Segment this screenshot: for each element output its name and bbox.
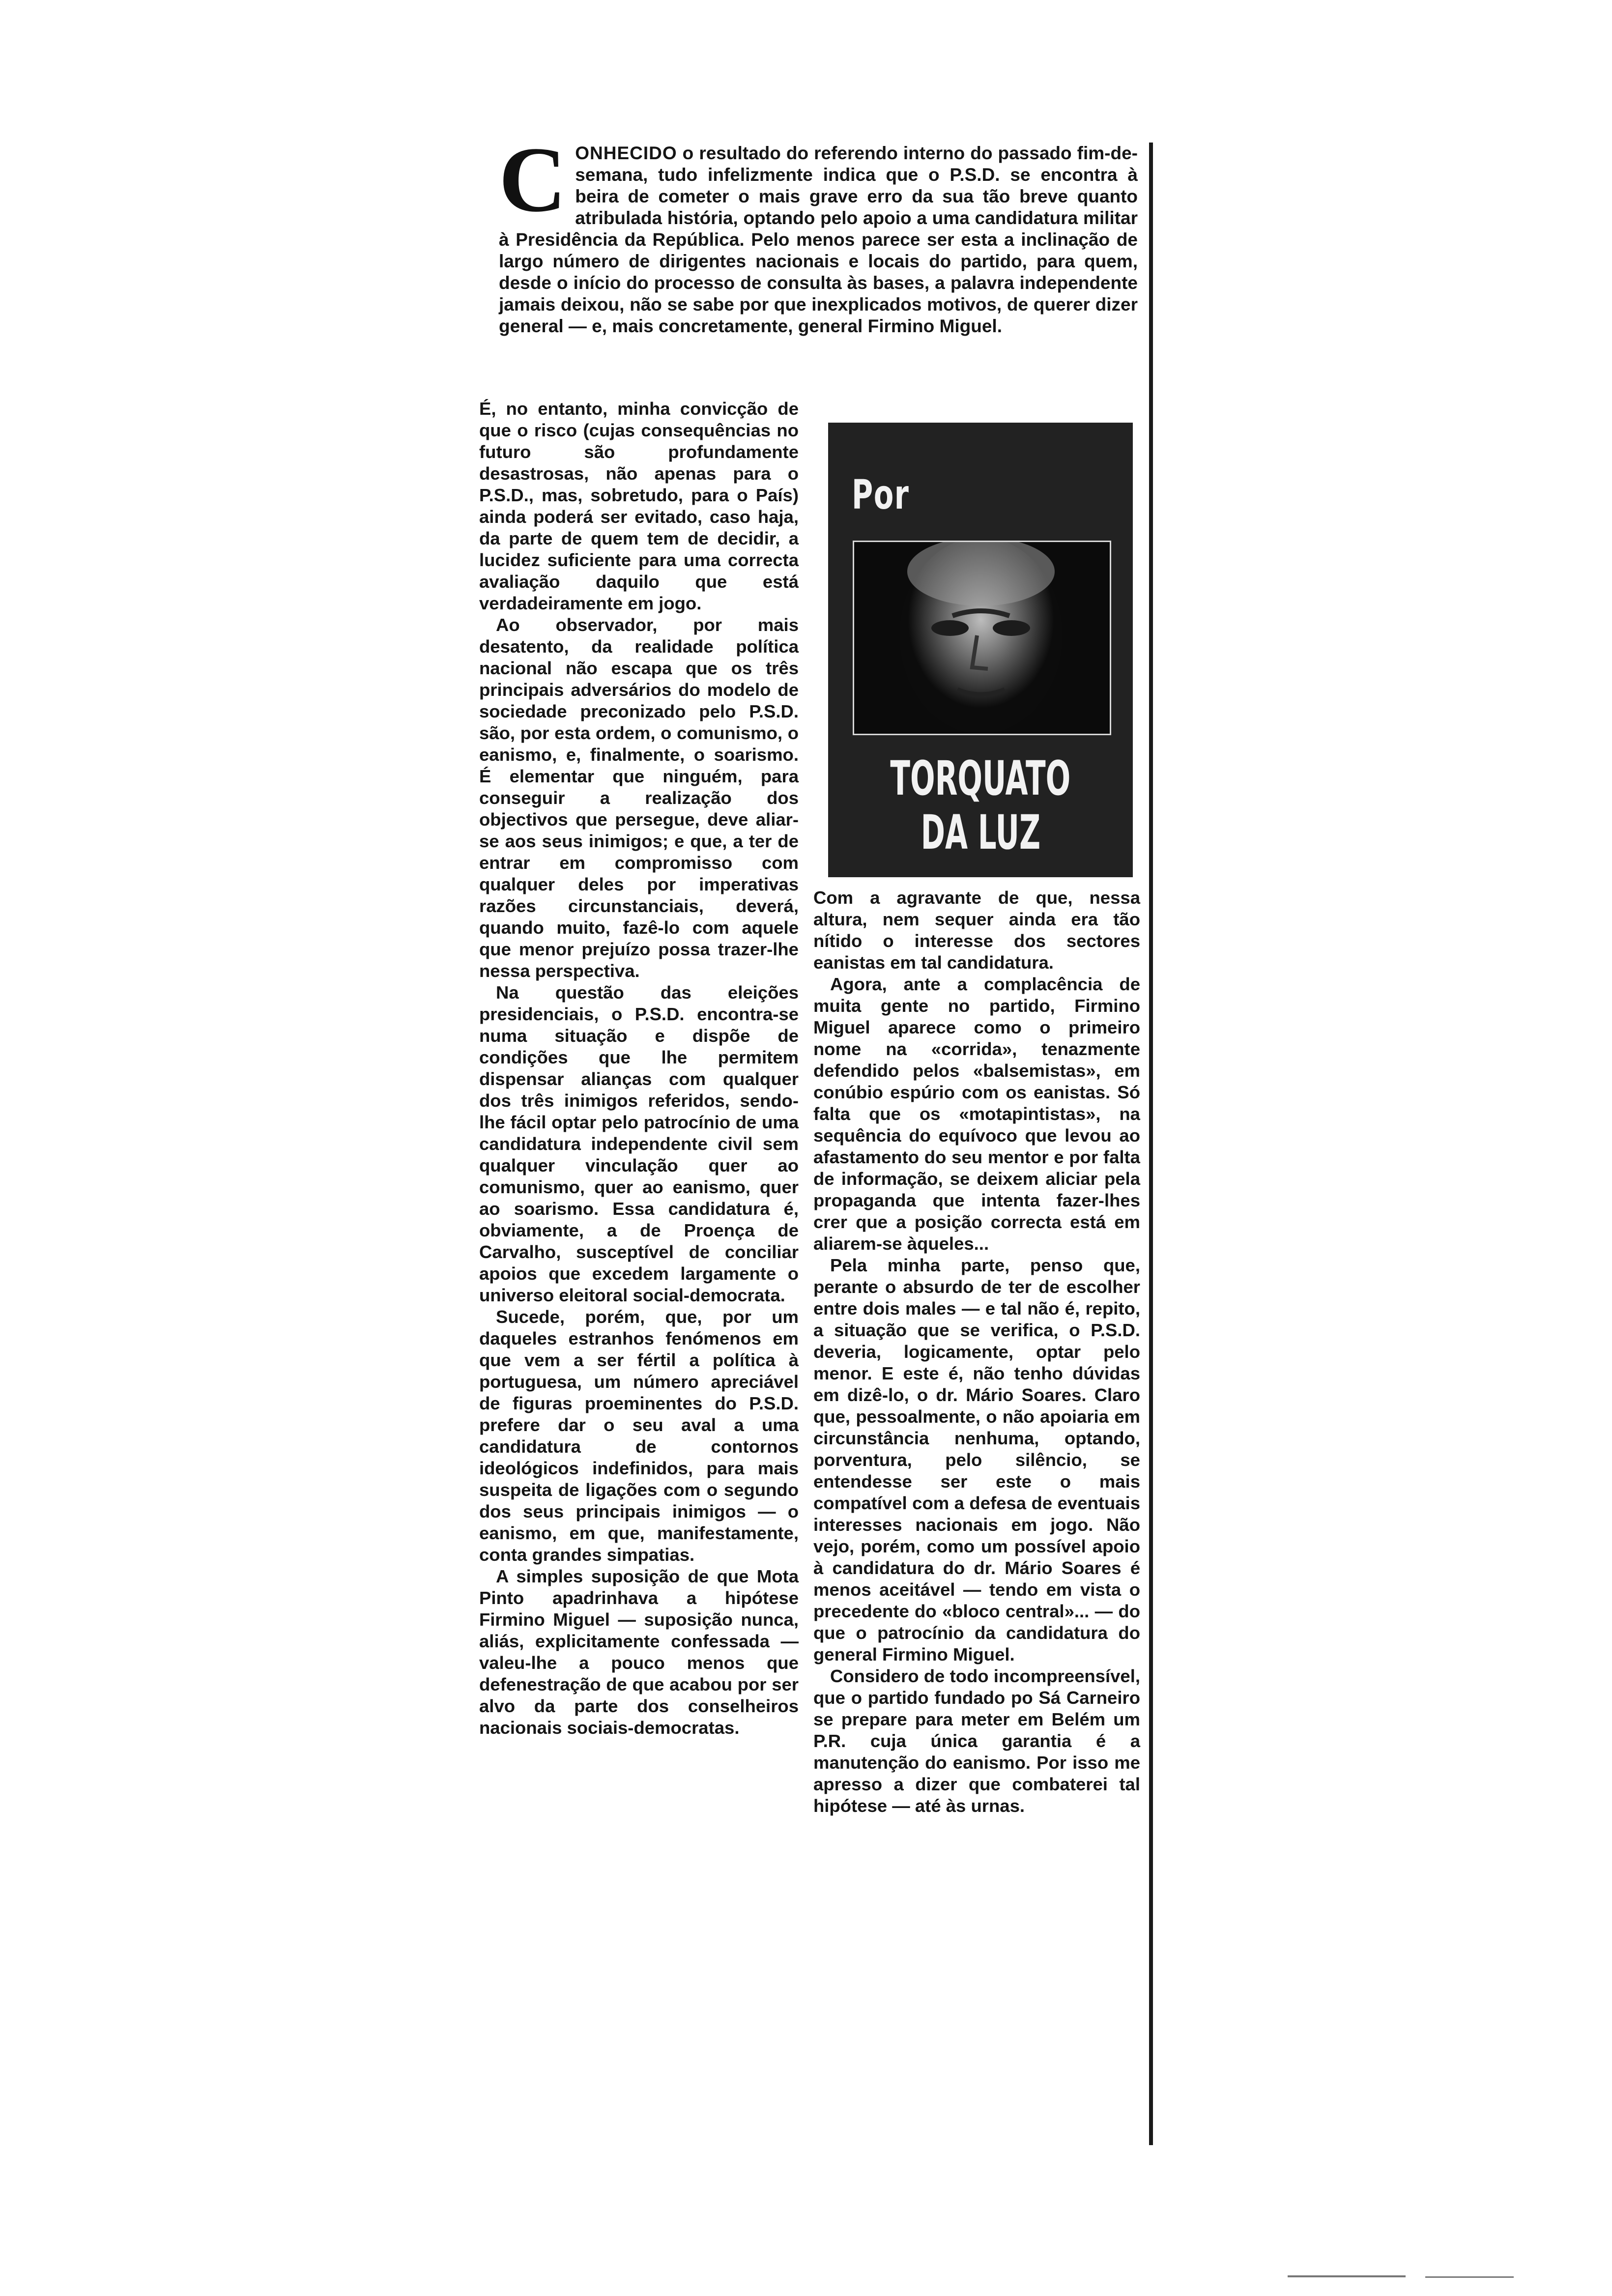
byline-prefix: Por [852, 472, 910, 518]
intro-lead-word: ONHECIDO [575, 143, 677, 163]
right-column [813, 887, 1140, 1817]
newspaper-clipping [479, 128, 1150, 2145]
byline-box [828, 423, 1133, 877]
paragraph: A simples suposição de que Mota Pinto apadrinhava a hipótese Firmino Miguel — suposição nunca, aliás, explicitamente confessada — valeu-lhe a pouco menos que defenestração de que acabou por ser alvo da parte dos conselheiros nacionais sociais-democratas. [479, 1566, 799, 1738]
paragraph: Com a agravante de que, nessa altura, nem sequer ainda era tão nítido o interesse dos sectores eanistas em tal candidatura. [813, 888, 1140, 973]
left-column [479, 398, 799, 1739]
intro-paragraph [499, 128, 1138, 337]
article-intro [499, 128, 1138, 337]
paragraph: Pela minha parte, penso que, perante o absurdo de ter de escolher entre dois males — e tal não é, repito, a situação que se verifica, o P.S.D. deveria, logicamente, optar pelo menor. E este é, não tenho dúvidas em dizê-lo, o dr. Mário Soares. Claro que, pessoalmente, o não apoiaria em circunstância nenhuma, optando, porventura, pelo silêncio, se entendesse ser este o mais compatível com a defesa de eventuais interesses nacionais em jogo. Não vejo, porém, como um possível apoio à candidatura do dr. Mário Soares é menos aceitável — tendo em vista o precedente do «bloco central»... — do que o patrocínio da candidatura do general Firmino Miguel. [813, 1255, 1140, 1665]
intro-text: o resultado do referendo interno do passado fim-de-semana, tudo infelizmente indica que o P.S.D. se encontra à beira de cometer o mais grave erro da sua tão breve quanto atribulada história, optando pelo apoio a uma candidatura militar à Presidência da República. Pelo menos parece ser esta a inclinação de largo número de dirigentes nacionais e locais do partido, para quem, desde o início do processo de consulta às bases, a palavra independente jamais deixou, não se sabe por que inexplicados motivos, de querer dizer general — e, mais concretamente, general Firmino Miguel. [499, 143, 1138, 336]
byline-name-line1: TORQUATO [890, 751, 1071, 806]
paragraph: Sucede, porém, que, por um daqueles estranhos fenómenos em que vem a ser fértil a política à portuguesa, um número apreciável de figuras proeminentes do P.S.D. prefere dar o seu aval a uma candidatura de contornos ideológicos indefinidos, para mais suspeita de ligações com o segundo dos seus principais inimigos — o eanismo, em que, manifestamente, conta grandes simpatias. [479, 1307, 799, 1565]
paragraph: É, no entanto, minha convicção de que o risco (cujas consequências no futuro são profundamente desastrosas, não apenas para o P.S.D., mas, sobretudo, para o País) ainda poderá ser evitado, caso haja, da parte de quem tem de decidir, a lucidez suficiente para uma correcta avaliação daquilo que está verdadeiramente em jogo. [479, 399, 799, 613]
paragraph: Ao observador, por mais desatento, da realidade política nacional não escapa que os três principais adversários do modelo de sociedade preconizado pelo P.S.D. são, por esta ordem, o comunismo, o eanismo, e, finalmente, o soarismo. É elementar que ninguém, para conseguir a realização dos objectivos que persegue, deve aliar-se aos seus inimigos; e que, a ter de entrar em compromisso com qualquer deles por imperativas razões circunstanciais, deverá, quando muito, fazê-lo com aquele que menor prejuízo possa trazer-lhe nessa perspectiva. [479, 615, 799, 981]
scan-speckle [1288, 2275, 1406, 2277]
author-portrait-image [854, 542, 1110, 734]
paragraph: Agora, ante a complacência de muita gente no partido, Firmino Miguel aparece como o primeiro nome na «corrida», tenazmente defendido pelos «balsemistas», em conúbio espúrio com os eanistas. Só falta que os «motapintistas», na sequência do equívoco que levou ao afastamento do seu mentor e por falta de informação, se deixem aliciar pela propaganda que intenta fazer-lhes crer que a posição correcta está em aliarem-se àqueles... [813, 974, 1140, 1254]
author-photo [853, 541, 1111, 735]
paragraph: Na questão das eleições presidenciais, o P.S.D. encontra-se numa situação e dispõe de condições que lhe permitem dispensar alianças com qualquer dos três inimigos referidos, sendo-lhe fácil optar pelo patrocínio de uma candidatura independente civil sem qualquer vinculação quer ao comunismo, quer ao eanismo, quer ao soarismo. Essa candidatura é, obviamente, a de Proença de Carvalho, susceptível de conciliar apoios que excedem largamente o universo eleitoral social-democrata. [479, 982, 799, 1305]
byline-name-line2: DA LUZ [921, 805, 1040, 860]
dropcap: C [499, 128, 567, 231]
paragraph: Considero de todo incompreensível, que o partido fundado po Sá Carneiro se prepare para meter em Belém um P.R. cuja única garantia é a manutenção do eanismo. Por isso me apresso a dizer que combaterei tal hipótese — até às urnas. [813, 1666, 1140, 1816]
column-rule [1149, 143, 1153, 2145]
scan-speckle [1425, 2276, 1514, 2278]
